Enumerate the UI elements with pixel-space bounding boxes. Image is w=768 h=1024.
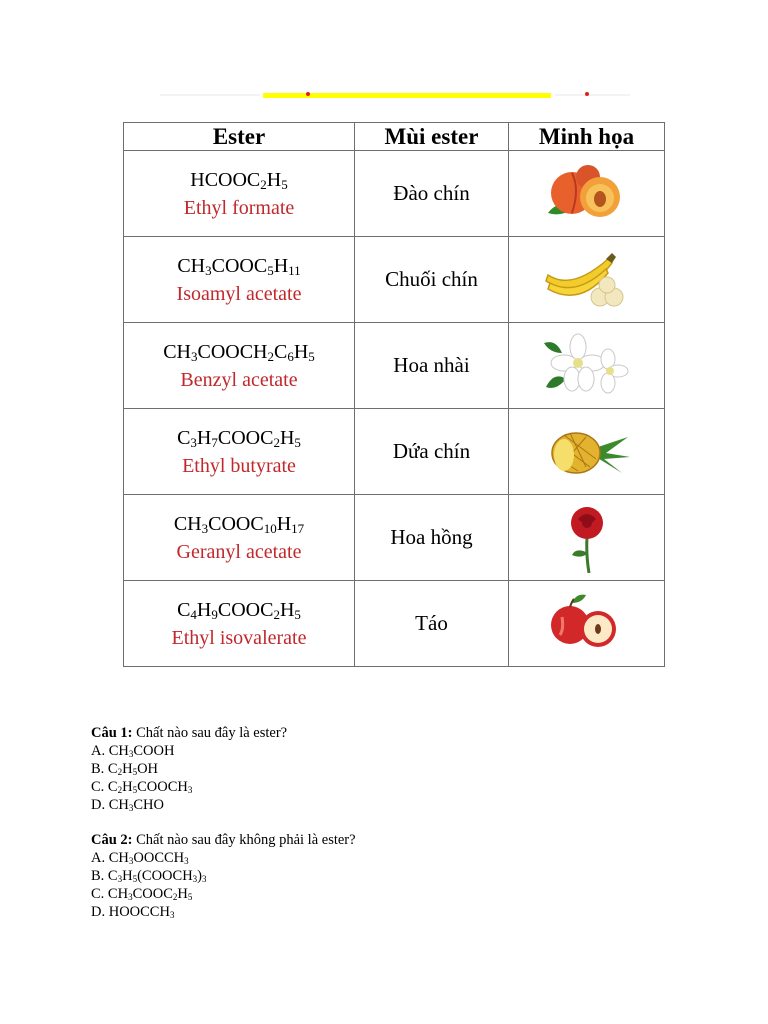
- answer-option: B. $C_3H_5(COOCH_3)_3$: [91, 868, 207, 884]
- header-illustration: Minh họa: [509, 123, 665, 151]
- ester-name: Ethyl formate: [183, 196, 295, 219]
- ester-formula: $HCOOC_2H_5$: [190, 168, 288, 192]
- answer-option: D. $CH_3CHO$: [91, 797, 164, 813]
- answer-option: C. $C_2H_5COOCH_3$: [91, 779, 193, 795]
- answer-option: B. $C_2H_5OH$: [91, 761, 159, 777]
- table-row: [124, 409, 665, 495]
- illustration-cell: [509, 237, 665, 323]
- table-header-row: [124, 123, 665, 151]
- apple-icon: [542, 614, 632, 631]
- ester-table: [123, 122, 665, 667]
- table-row: [124, 495, 665, 581]
- question-label: Câu 2:: [91, 832, 133, 848]
- ester-cell: [124, 151, 355, 237]
- question-label: Câu 1:: [91, 725, 133, 741]
- illustration-cell: [509, 323, 665, 409]
- illustration-cell: [509, 409, 665, 495]
- ester-cell: [124, 323, 355, 409]
- ester-smell: Hoa hồng: [355, 495, 509, 581]
- table-row: [124, 323, 665, 409]
- illustration-cell: [509, 495, 665, 581]
- header-smell: Mùi ester: [355, 123, 509, 151]
- ester-smell: Dứa chín: [355, 409, 509, 495]
- jasmine-icon: [542, 356, 632, 373]
- question-1: [91, 724, 356, 742]
- banana-icon: [542, 270, 632, 287]
- ester-name: Isoamyl acetate: [176, 282, 302, 305]
- header-decoration: [160, 88, 630, 102]
- red-dot: [585, 92, 589, 96]
- answer-option: A. $CH_3COOH$: [91, 743, 175, 759]
- illustration-cell: [509, 151, 665, 237]
- ester-smell: Hoa nhài: [355, 323, 509, 409]
- ester-formula: $CH_3COOCH_2C_6H_5$: [163, 340, 315, 364]
- question-section: [91, 724, 356, 921]
- ester-formula: $C_4H_9COOC_2H_5$: [177, 598, 301, 622]
- ester-smell: Đào chín: [355, 151, 509, 237]
- ester-cell: [124, 495, 355, 581]
- question-text: Chất nào sau đây là ester?: [132, 725, 288, 741]
- rose-icon: [542, 528, 632, 545]
- pineapple-icon: [542, 442, 632, 459]
- header-ester: Ester: [124, 123, 355, 151]
- table-row: [124, 151, 665, 237]
- table-row: [124, 237, 665, 323]
- ester-name: Ethyl butyrate: [182, 454, 296, 477]
- ester-formula: $CH_3COOC_5H_{11}$: [177, 254, 301, 278]
- ester-cell: [124, 581, 355, 667]
- question-2: [91, 831, 356, 849]
- red-dot: [306, 92, 310, 96]
- answer-option: D. $HOOCCH_3$: [91, 904, 175, 920]
- answer-option: A. $CH_3OOCCH_3$: [91, 850, 189, 866]
- ester-name: Ethyl isovalerate: [171, 626, 307, 649]
- peach-icon: [542, 184, 632, 201]
- ester-cell: [124, 409, 355, 495]
- ester-name: Geranyl acetate: [176, 540, 302, 563]
- question-text: Chất nào sau đây không phải là ester?: [132, 832, 356, 848]
- ester-smell: Chuối chín: [355, 237, 509, 323]
- ester-name: Benzyl acetate: [180, 368, 298, 391]
- ester-cell: [124, 237, 355, 323]
- ester-formula: $C_3H_7COOC_2H_5$: [177, 426, 301, 450]
- table-row: [124, 581, 665, 667]
- answer-option: C. $CH_3COOC_2H_5$: [91, 886, 193, 902]
- ester-formula: $CH_3COOC_{10}H_{17}$: [173, 512, 305, 536]
- illustration-cell: [509, 581, 665, 667]
- ester-smell: Táo: [355, 581, 509, 667]
